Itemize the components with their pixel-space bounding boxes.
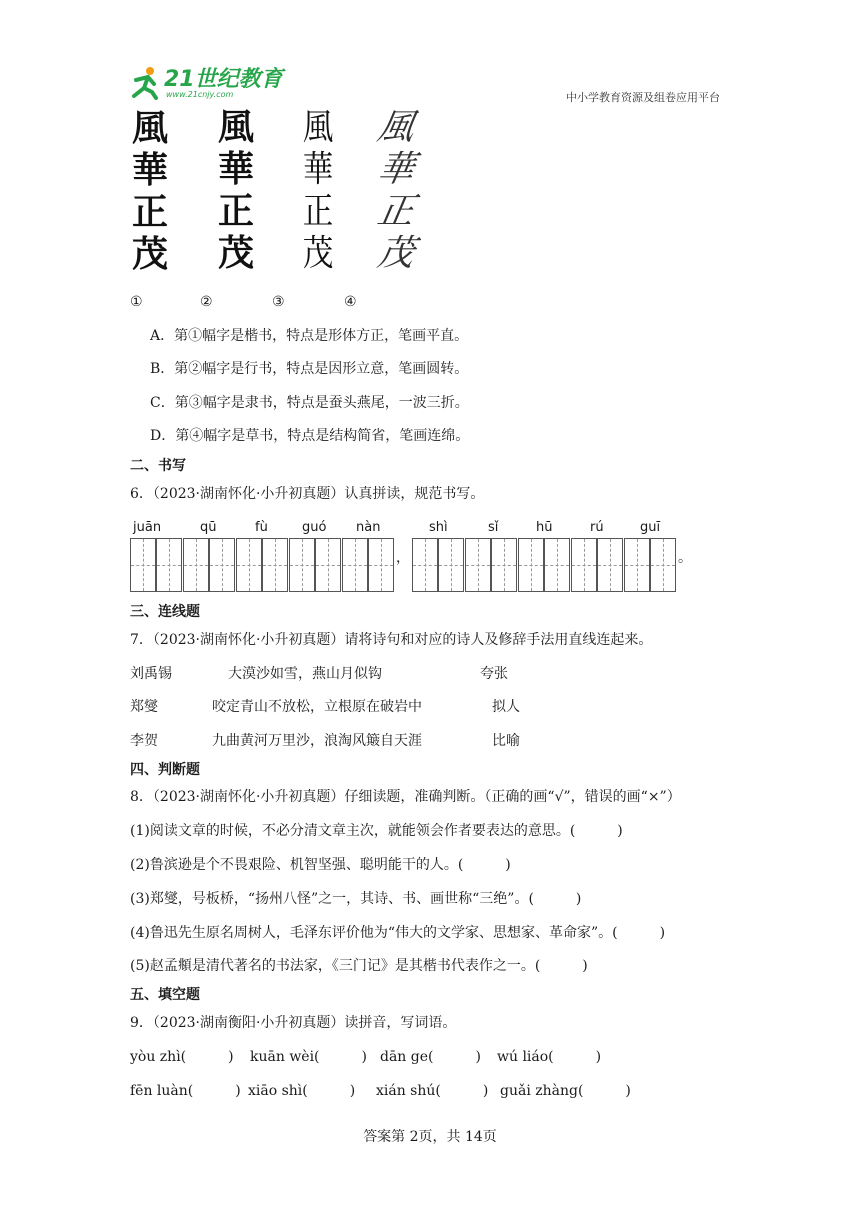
calligraphy-char: 風: [302, 107, 334, 148]
pinyin: guī: [640, 520, 661, 535]
pinyin-blank[interactable]: kuān wèi( ): [250, 1049, 367, 1065]
writing-cell[interactable]: [544, 538, 570, 592]
judge-item[interactable]: (4)鲁迅先生原名周树人，毛泽东评价他为“伟大的文学家、思想家、革命家”。( ): [130, 925, 666, 941]
poet-name[interactable]: 李贺: [130, 733, 158, 749]
pinyin: fù: [255, 520, 268, 535]
question-stem: 9．（2023·湖南衡阳·小升初真题）读拼音，写词语。: [130, 1015, 457, 1031]
pinyin-blank[interactable]: wú liáo( ): [497, 1049, 602, 1065]
poem-line[interactable]: 九曲黄河万里沙，浪淘风簸自天涯: [212, 733, 422, 749]
pinyin-blank[interactable]: dān ge( ): [380, 1049, 481, 1065]
writing-cell[interactable]: [412, 538, 438, 592]
poem-line[interactable]: 大漠沙如雪，燕山月似钩: [228, 666, 382, 682]
writing-cell[interactable]: [183, 538, 209, 592]
pinyin-blank[interactable]: xiāo shì( ): [248, 1083, 356, 1099]
writing-cell[interactable]: [438, 538, 464, 592]
calligraphy-char: 正: [132, 191, 169, 233]
writing-cell[interactable]: [368, 538, 394, 592]
section-heading: 二、书写: [130, 458, 186, 474]
calligraphy-char: 風: [218, 107, 255, 148]
writing-cell[interactable]: [236, 538, 262, 592]
writing-cell[interactable]: [465, 538, 491, 592]
calligraphy-char: 茂: [302, 233, 334, 274]
calligraphy-char: 華: [132, 149, 169, 191]
rhetoric-device[interactable]: 比喻: [492, 733, 520, 749]
calligraphy-char: 風: [374, 107, 418, 148]
poet-name[interactable]: 刘禹锡: [130, 666, 172, 682]
section-heading: 五、填空题: [130, 987, 200, 1003]
figure-label: ①: [130, 294, 143, 310]
pinyin: qū: [200, 520, 217, 535]
calligraphy-char: 茂: [132, 233, 169, 275]
question-stem: 6．（2023·湖南怀化·小升初真题）认真拼读，规范书写。: [130, 486, 485, 502]
figure-label: ④: [344, 294, 357, 310]
figure-label: ②: [200, 294, 213, 310]
calligraphy-char: 茂: [218, 233, 255, 274]
pinyin-blank[interactable]: xián shú( ): [376, 1083, 489, 1099]
figure-label: ③: [272, 294, 285, 310]
question-stem: 7．（2023·湖南怀化·小升初真题）请将诗句和对应的诗人及修辞手法用直线连起来。: [130, 632, 653, 648]
grid-comma: ，: [396, 550, 410, 566]
pinyin: rú: [590, 520, 604, 535]
pinyin: nàn: [356, 520, 381, 535]
writing-cell[interactable]: [156, 538, 182, 592]
calligraphy-char: 華: [218, 149, 255, 190]
calligraphy-char: 華: [374, 149, 418, 190]
pinyin-blank[interactable]: yòu zhì( ): [130, 1049, 234, 1065]
judge-item[interactable]: (5)赵孟頫是清代著名的书法家，《三门记》是其楷书代表作之一。( ): [130, 958, 588, 974]
judge-item[interactable]: (3)郑燮，号板桥，“扬州八怪”之一，其诗、书、画世称“三绝”。( ): [130, 891, 582, 907]
rhetoric-device[interactable]: 拟人: [492, 699, 520, 715]
writing-cell[interactable]: [597, 538, 623, 592]
calligraphy-char: 華: [302, 149, 334, 190]
pinyin: shì: [429, 520, 448, 535]
judge-item[interactable]: (2)鲁滨逊是个不畏艰险、机智坚强、聪明能干的人。( ): [130, 857, 511, 873]
page-footer: 答案第 2页，共 14页: [363, 1129, 497, 1145]
logo-text: 21世纪教育: [164, 67, 283, 92]
calligraphy-char: 正: [374, 191, 418, 232]
writing-cell[interactable]: [315, 538, 341, 592]
writing-cell[interactable]: [571, 538, 597, 592]
writing-cell[interactable]: [650, 538, 676, 592]
poem-line[interactable]: 咬定青山不放松，立根原在破岩中: [212, 699, 422, 715]
poet-name[interactable]: 郑燮: [130, 699, 158, 715]
section-heading: 四、判断题: [130, 762, 200, 778]
pinyin: sǐ: [488, 520, 499, 535]
grid-period: 。: [678, 550, 692, 566]
platform-name: 中小学教育资源及组卷应用平台: [566, 91, 720, 104]
option-a: A．第①幅字是楷书，特点是形体方正，笔画平直。: [150, 328, 469, 344]
calligraphy-char: 風: [132, 107, 169, 149]
pinyin: hū: [536, 520, 553, 535]
rhetoric-device[interactable]: 夸张: [480, 666, 508, 682]
calligraphy-char: 正: [302, 191, 334, 232]
pinyin-blank[interactable]: guǎi zhàng( ): [500, 1083, 631, 1099]
logo-url: www.21cnjy.com: [166, 90, 234, 99]
calligraphy-char: 正: [218, 191, 255, 232]
judge-item[interactable]: (1)阅读文章的时候，不必分清文章主次，就能领会作者要表达的意思。( ): [130, 823, 623, 839]
option-c: C．第③幅字是隶书，特点是蚕头燕尾，一波三折。: [150, 395, 469, 411]
writing-cell[interactable]: [518, 538, 544, 592]
calligraphy-char: 茂: [374, 233, 418, 274]
logo-runner-icon: [128, 66, 162, 100]
option-b: B．第②幅字是行书，特点是因形立意，笔画圆转。: [150, 361, 469, 377]
question-stem: 8．（2023·湖南怀化·小升初真题）仔细读题，准确判断。（正确的画“√”，错误的画“×”）: [130, 789, 681, 805]
writing-cell[interactable]: [491, 538, 517, 592]
option-d: D．第④幅字是草书，特点是结构简省，笔画连绵。: [150, 428, 470, 444]
section-heading: 三、连线题: [130, 604, 200, 620]
writing-cell[interactable]: [624, 538, 650, 592]
writing-cell[interactable]: [130, 538, 156, 592]
pinyin-blank[interactable]: fēn luàn( ): [130, 1083, 241, 1099]
pinyin: juān: [133, 520, 162, 535]
writing-cell[interactable]: [209, 538, 235, 592]
writing-cell[interactable]: [262, 538, 288, 592]
writing-cell[interactable]: [342, 538, 368, 592]
pinyin: guó: [302, 520, 327, 535]
writing-cell[interactable]: [289, 538, 315, 592]
